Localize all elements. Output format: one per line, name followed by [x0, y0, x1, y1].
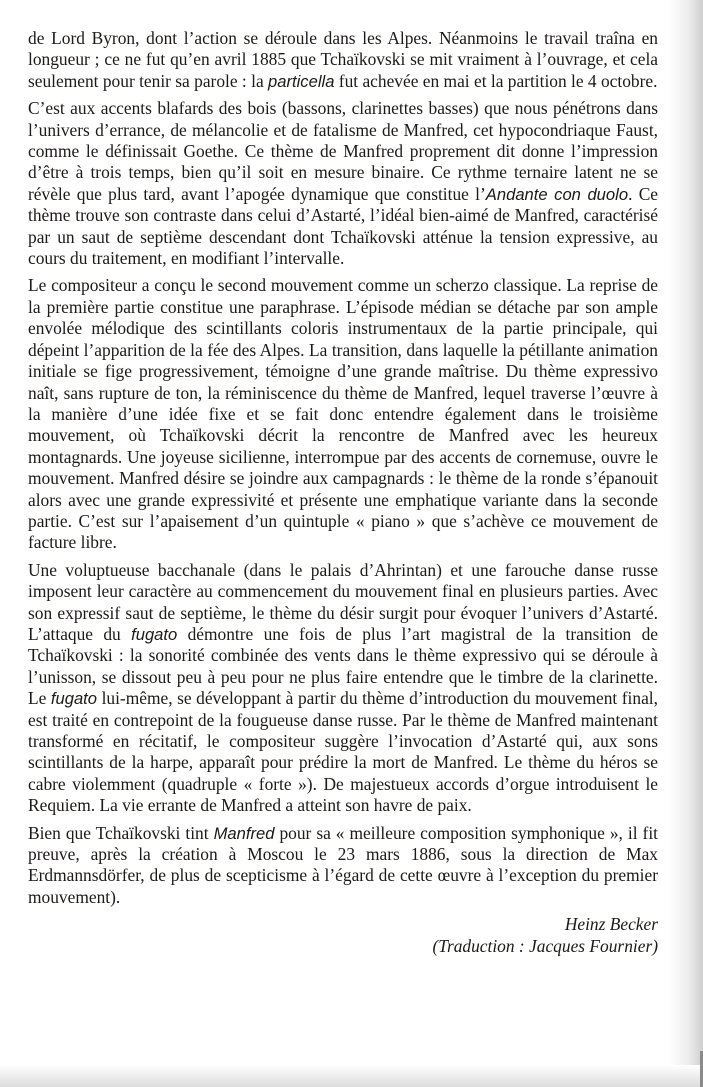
paragraph-5: Bien que Tchaïkovski tint Manfred pour sa « meilleure composition symphonique », il fit preuve, après la création à Moscou le 23 mars 1886, sous la direction de Max Erdmannsdörfer, de plus de scepticisme à l’égard de cette œuvre à l’exception du premier mouvement).: [28, 822, 658, 907]
paragraph-3: Le compositeur a conçu le second mouvement comme un scherzo classique. La reprise de la première partie constitue une paraphrase. L’épisode médian se détache par son ample envolée mélodique des scintillants coloris instrumentaux de la partie principale, qui dépeint l’apparition de la fée des Alpes. La transition, dans laquelle la pétillante animation initiale se fige progressivement, témoigne d’une grande maîtrise. Du thème expressivo naît, sans rupture de ton, la réminiscence du thème de Manfred, lequel traverse l’œuvre à la manière d’une idée fixe et se fait donc entendre également dans le troisième mouvement, où Tchaïkovski décrit la rencontre de Manfred avec les heureux montagnards. Une joyeuse sicilienne, interrompue par des accents de cornemuse, ouvre le mouvement. Manfred désire se joindre aux campagnards : le thème de la ronde s’épanouit alors avec une grande expressivité et présente une emphatique variante dans la seconde partie. C’est sur l’apaisement d’un quintuple « piano » que s’achève ce mouvement de facture libre.: [28, 275, 658, 553]
paragraph-1: de Lord Byron, dont l’action se déroule dans les Alpes. Néanmoins le travail traîna en longueur ; ce ne fut qu’en avril 1885 que Tchaïkovski se mit vraiment à l’ouvrage, et cela seulement pour tenir sa parole : la particella fut achevée en mai et la partition le 4 octobre.: [28, 28, 658, 91]
document-page: [28, 28, 658, 957]
author-signature: Heinz Becker: [564, 914, 658, 935]
page-corner-mark: [692, 1051, 703, 1087]
paragraph-4: Une voluptueuse bacchanale (dans le palais d’Ahrintan) et une farouche danse russe imposent leur caractère au commencement du mouvement final en plusieurs parties. Avec son expressif saut de septième, le thème du désir surgit pour évoquer l’univers d’Astarté. L’attaque du fugato démontre une fois de plus l’art magistral de la transition de Tchaïkovski : la sonorité combinée des vents dans le thème expressivo qui se déroule à l’unisson, se dissout peu à peu pour ne plus faire entendre que le timbre de la clarinette. Le fugato lui-même, se développant à partir du thème d’introduction du mouvement final, est traité en contrepoint de la fougueuse danse russe. Par le thème de Manfred maintenant transformé en récitatif, le compositeur suggère l’invocation d’Astarté qui, aux sons scintillants de la harpe, apparaît pour prédire la mort de Manfred. Le thème du héros se cabre violemment (quadruple « forte »). De majestueux accords d’orgue introduisent le Requiem. La vie errante de Manfred a atteint son havre de paix.: [28, 559, 658, 816]
paragraph-2: C’est aux accents blafards des bois (bassons, clarinettes basses) que nous pénétrons dans l’univers d’errance, de mélancolie et de fatalisme de Manfred, cet hypocondriaque Faust, comme le définissait Goethe. Ce thème de Manfred proprement dit donne l’impression d’être à trois temps, bien qu’il soit en mesure binaire. Ce rythme ternaire latent ne se révèle que plus tard, avant l’apogée dynamique que constitue l’Andante con duolo. Ce thème trouve son contraste dans celui d’Astarté, l’idéal bien-aimé de Manfred, caractérisé par un saut de septième descendant dont Tchaïkovski atténue la tension expressive, au cours du traitement, en modifiant l’intervalle.: [28, 98, 659, 269]
translator-credit: (Traduction : Jacques Fournier): [432, 935, 658, 956]
page-bottom-shadow: [0, 1065, 703, 1087]
page-edge-shadow: [669, 0, 703, 1087]
